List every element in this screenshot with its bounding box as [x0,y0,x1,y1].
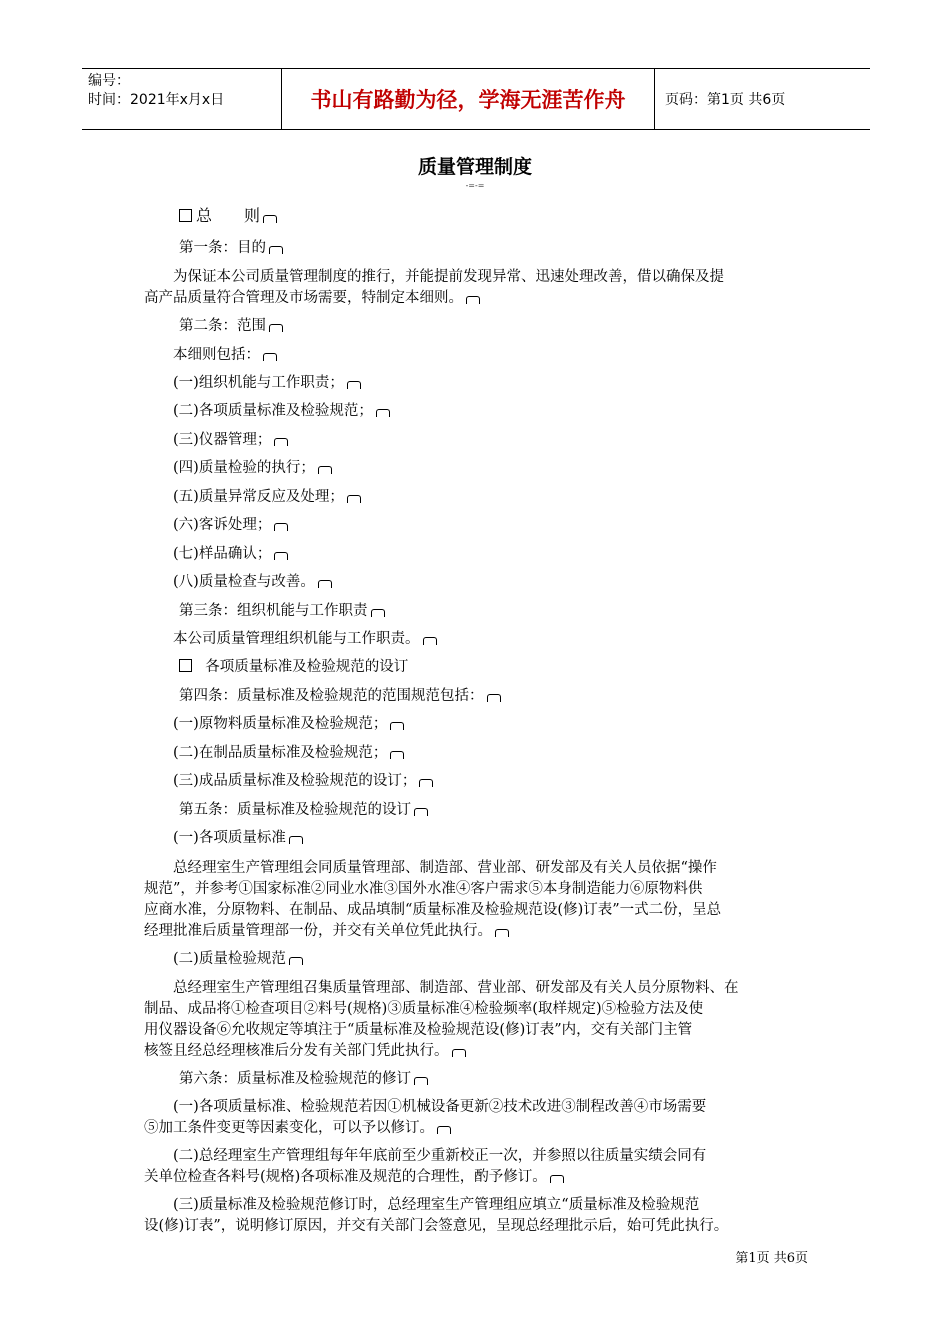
return-mark-icon [318,466,332,474]
page-info: 页码：第1页 共6页 [665,92,786,108]
paragraph-line: 总经理室生产管理组会同质量管理部、制造部、营业部、研发部及有关人员依据“操作 [173,860,717,876]
checkbox-icon [179,659,192,672]
return-mark-icon [263,215,277,223]
return-mark-icon [495,929,509,937]
section-heading-general: 总 则 [179,206,277,226]
list-item: (七)样品确认； [173,544,288,564]
return-mark-icon [274,438,288,446]
list-item: (二)在制品质量标准及检验规范； [173,743,404,763]
paragraph-line: 第三条：组织机能与工作职责 [173,601,385,621]
return-mark-icon [419,779,433,787]
paragraph-line: 本细则包括： [173,345,277,365]
return-mark-icon [423,637,437,645]
list-item: (三)成品质量标准及检验规范的设订； [173,771,433,791]
paragraph-line: 第六条：质量标准及检验规范的修订 [173,1069,428,1089]
return-mark-icon [274,523,288,531]
paragraph-line: 第一条：目的 [173,238,283,258]
time-label: 时间：2021年x月x日 [88,92,225,108]
return-mark-icon [318,580,332,588]
paragraph-line: 本公司质量管理组织机能与工作职责。 [173,629,437,649]
paragraph-line: (一)各项质量标准、检验规范若因①机械设备更新②技术改进③制程改善④市场需要 [173,1099,707,1115]
list-item: (二)质量检验规范 [173,949,303,969]
paragraph-line: 为保证本公司质量管理制度的推行，并能提前发现异常、迅速处理改善，借以确保及提 [173,269,724,285]
header-table [82,68,870,130]
return-mark-icon [289,957,303,965]
paragraph-line: 设(修)订表”，说明修订原因，并交有关部门会签意见，呈现总经理批示后，始可凭此执行。 [144,1218,729,1234]
return-mark-icon [376,409,390,417]
return-mark-icon [289,836,303,844]
list-item: (四)质量检验的执行； [173,458,332,478]
list-item: (一)原物料质量标准及检验规范； [173,714,404,734]
paragraph-line: 总经理室生产管理组召集质量管理部、制造部、营业部、研发部及有关人员分原物料、在 [173,980,739,996]
paragraph-line: 制品、成品将①检查项目②料号(规格)③质量标准④检验频率(取样规定)⑤检验方法及使 [144,1001,704,1017]
list-item: (三)仪器管理； [173,430,288,450]
page-footer: 第1页 共6页 [735,1251,808,1266]
return-mark-icon [414,1077,428,1085]
paragraph-line: 高产品质量符合管理及市场需要，特制定本细则。 [144,288,480,308]
return-mark-icon [487,694,501,702]
paragraph-line: (三)质量标准及检验规范修订时，总经理室生产管理组应填立“质量标准及检验规范 [173,1197,700,1213]
section-heading-standards: 各项质量标准及检验规范的设订 [179,657,408,677]
list-item: (五)质量异常反应及处理； [173,487,361,507]
motto: 书山有路勤为径，学海无涯苦作舟 [282,69,655,129]
return-mark-icon [390,722,404,730]
paragraph-line: 核签且经总经理核准后分发有关部门凭此执行。 [144,1041,466,1061]
paragraph-line: 用仪器设备⑥允收规定等填注于“质量标准及检验规范设(修)订表”内，交有关部门主管 [144,1022,693,1038]
return-mark-icon [347,381,361,389]
return-mark-icon [269,246,283,254]
paragraph-line: 应商水准，分原物料、在制品、成品填制“质量标准及检验规范设(修)订表”一式二份，呈总 [144,902,722,918]
return-mark-icon [274,552,288,560]
document-subtitle: -=-= [465,181,485,190]
list-item: (八)质量检查与改善。 [173,572,332,592]
paragraph-line: 经理批准后质量管理部一份，并交有关单位凭此执行。 [144,921,509,941]
return-mark-icon [550,1175,564,1183]
paragraph-line: 第二条：范围 [173,316,283,336]
return-mark-icon [390,751,404,759]
list-item: (六)客诉处理； [173,515,288,535]
paragraph-line: ⑤加工条件变更等因素变化，可以予以修订。 [144,1118,451,1138]
return-mark-icon [414,808,428,816]
paragraph-line: 第五条：质量标准及检验规范的设订 [173,800,428,820]
paragraph-line: 关单位检查各料号(规格)各项标准及规范的合理性，酌予修订。 [144,1167,564,1187]
paragraph-line: (二)总经理室生产管理组每年年底前至少重新校正一次，并参照以往质量实绩会同有 [173,1148,707,1164]
return-mark-icon [347,495,361,503]
checkbox-icon [179,209,192,222]
return-mark-icon [452,1049,466,1057]
return-mark-icon [263,353,277,361]
paragraph-line: 规范”，并参考①国家标准②同业水准③国外水准④客户需求⑤本身制造能力⑥原物料供 [144,881,703,897]
list-item: (一)组织机能与工作职责； [173,373,361,393]
return-mark-icon [269,324,283,332]
list-item: (一)各项质量标准 [173,828,303,848]
header-left-cell [82,69,282,129]
paragraph-line: 第四条：质量标准及检验规范的范围规范包括： [173,686,501,706]
return-mark-icon [437,1126,451,1134]
number-label: 编号： [88,73,130,89]
return-mark-icon [466,296,480,304]
return-mark-icon [371,609,385,617]
list-item: (二)各项质量标准及检验规范； [173,401,390,421]
document-title: 质量管理制度 [417,156,532,178]
